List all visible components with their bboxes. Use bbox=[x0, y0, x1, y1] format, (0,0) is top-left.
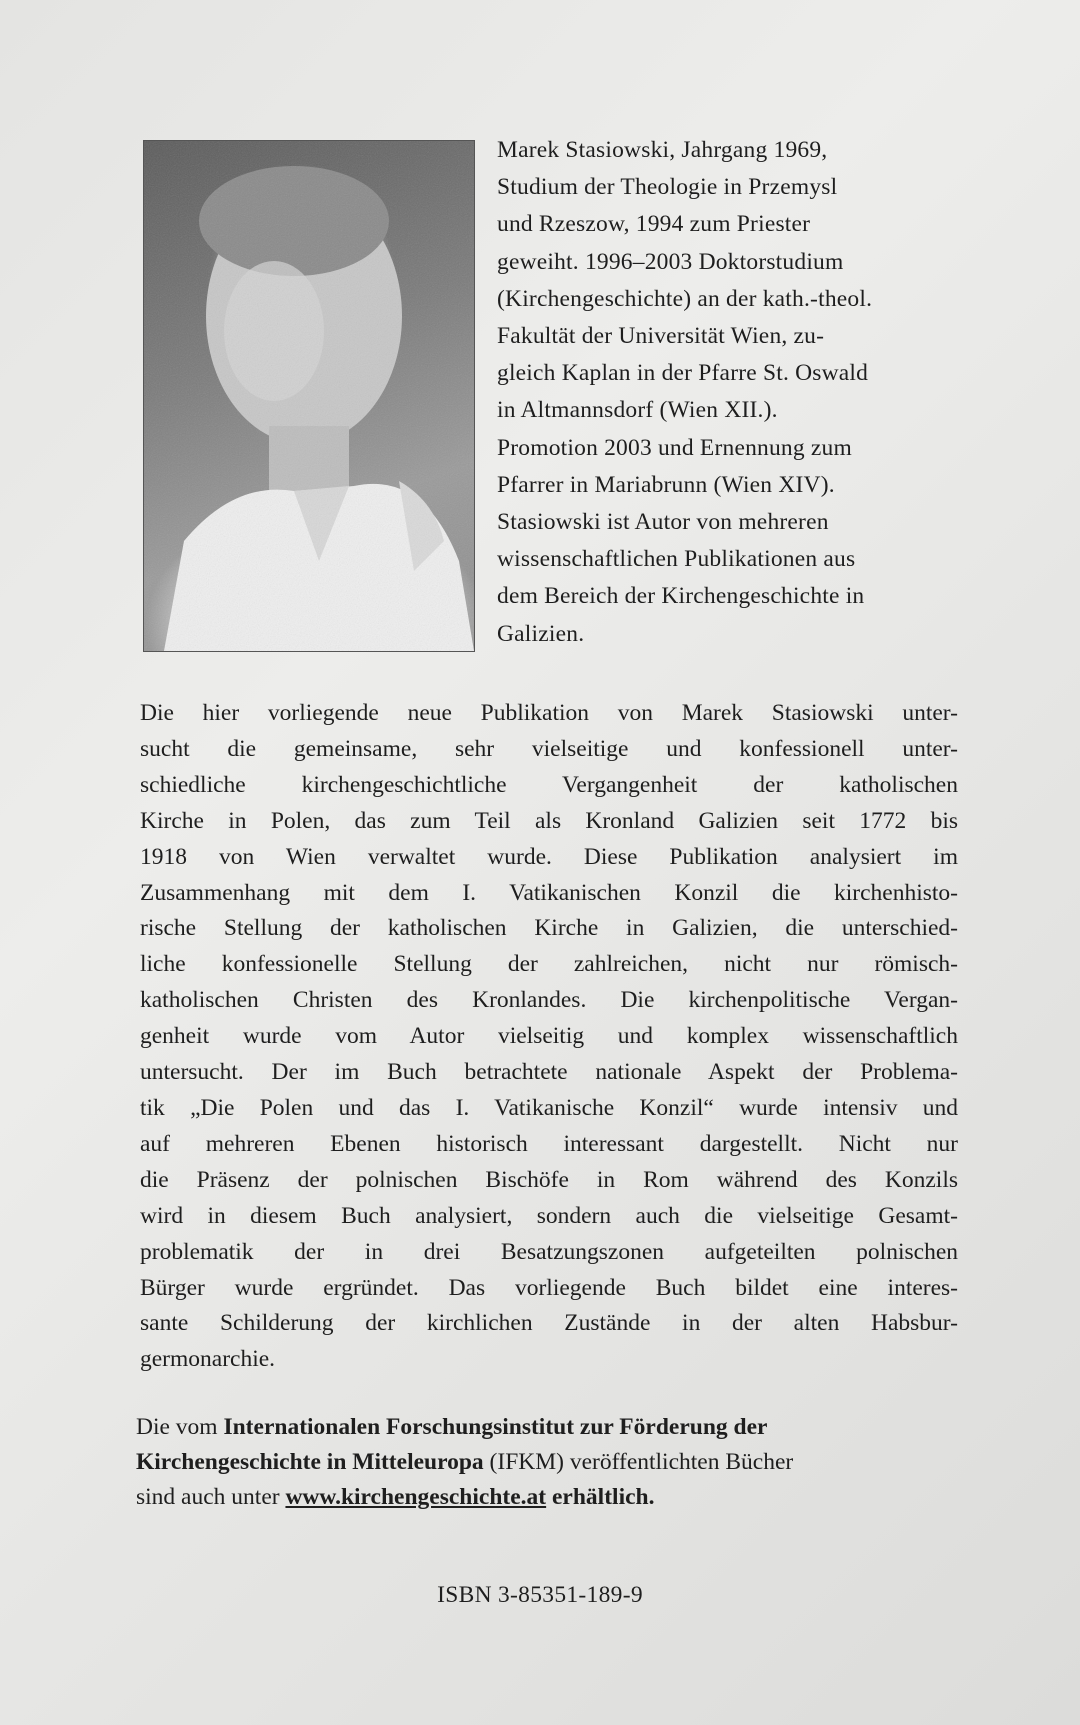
description-line: Kirche in Polen, das zum Teil als Kronland Galizien seit 1772 bis bbox=[140, 807, 958, 834]
description-line: tik „Die Polen und das I. Vatikanische Konzil“ wurde intensiv und bbox=[140, 1094, 958, 1121]
bio-line: geweiht. 1996–2003 Doktorstudium bbox=[497, 248, 844, 275]
description-line: germonarchie. bbox=[140, 1346, 276, 1373]
bio-line: Galizien. bbox=[497, 620, 585, 647]
imprint-line bbox=[136, 1410, 956, 1445]
imprint-line bbox=[136, 1445, 956, 1480]
imprint-text: sind auch unter bbox=[136, 1484, 286, 1510]
description-line: 1918 von Wien verwaltet wurde. Diese Publikation analysiert im bbox=[140, 843, 958, 870]
portrait-silhouette bbox=[144, 141, 474, 651]
publisher-imprint bbox=[136, 1410, 956, 1515]
bio-line: Fakultät der Universität Wien, zu- bbox=[497, 323, 825, 350]
institute-name: Kirchengeschichte in Mitteleuropa bbox=[136, 1449, 484, 1475]
bio-line: Studium der Theologie in Przemysl bbox=[497, 174, 838, 201]
description-line: schiedliche kirchengeschichtliche Vergangenheit der katholischen bbox=[140, 771, 958, 798]
bio-line: und Rzeszow, 1994 zum Priester bbox=[497, 211, 811, 238]
description-line: Die hier vorliegende neue Publikation von Marek Stasiowski unter- bbox=[140, 700, 958, 726]
bio-line: in Altmannsdorf (Wien XII.). bbox=[497, 397, 778, 424]
website-link[interactable]: www.kirchengeschichte.at bbox=[285, 1484, 547, 1510]
description-line: Bürger wurde ergründet. Das vorliegende Buch bildet eine interes- bbox=[140, 1274, 958, 1301]
book-description bbox=[140, 696, 958, 1378]
imprint-text: (IFKM) veröffentlichten Bücher bbox=[483, 1449, 794, 1475]
description-line: auf mehreren Ebenen historisch interessant dargestellt. Nicht nur bbox=[140, 1130, 958, 1157]
imprint-line bbox=[136, 1480, 956, 1515]
description-line: genheit wurde vom Autor vielseitig und komplex wissenschaftlich bbox=[140, 1023, 958, 1050]
author-biography bbox=[497, 132, 997, 653]
description-line: rische Stellung der katholischen Kirche in Galizien, die unterschied- bbox=[140, 915, 958, 942]
description-line: problematik der in drei Besatzungszonen aufgeteilten polnischen bbox=[140, 1238, 958, 1265]
imprint-text: erhältlich. bbox=[546, 1484, 655, 1510]
institute-name: Internationalen Forschungsinstitut zur Förderung der bbox=[223, 1414, 768, 1440]
bio-line: (Kirchengeschichte) an der kath.-theol. bbox=[497, 285, 873, 312]
description-line: sante Schilderung der kirchlichen Zustände in der alten Habsbur- bbox=[140, 1310, 958, 1337]
description-line: sucht die gemeinsame, sehr vielseitige und konfessionell unter- bbox=[140, 735, 958, 762]
description-line: die Präsenz der polnischen Bischöfe in Rom während des Konzils bbox=[140, 1166, 958, 1193]
description-line: liche konfessionelle Stellung der zahlreichen, nicht nur römisch- bbox=[140, 951, 958, 978]
bio-line: Marek Stasiowski, Jahrgang 1969, bbox=[497, 137, 828, 163]
bio-line: dem Bereich der Kirchengeschichte in bbox=[497, 583, 865, 610]
description-line: Zusammenhang mit dem I. Vatikanischen Konzil die kirchenhisto- bbox=[140, 879, 958, 906]
bio-line: Stasiowski ist Autor von mehreren bbox=[497, 509, 829, 536]
bio-line: gleich Kaplan in der Pfarre St. Oswald bbox=[497, 360, 869, 387]
bio-line: Promotion 2003 und Ernennung zum bbox=[497, 434, 852, 461]
bio-line: Pfarrer in Mariabrunn (Wien XIV). bbox=[497, 471, 835, 498]
description-line: wird in diesem Buch analysiert, sondern auch die vielseitige Gesamt- bbox=[140, 1202, 958, 1229]
bio-line: wissenschaftlichen Publikationen aus bbox=[497, 546, 856, 573]
imprint-text: Die vom bbox=[136, 1414, 224, 1440]
author-portrait-photo bbox=[143, 140, 475, 652]
isbn-number: ISBN 3-85351-189-9 bbox=[437, 1582, 643, 1608]
description-line: katholischen Christen des Kronlandes. Die kirchenpolitische Vergan- bbox=[140, 987, 958, 1014]
description-line: untersucht. Der im Buch betrachtete nationale Aspekt der Problema- bbox=[140, 1059, 958, 1086]
